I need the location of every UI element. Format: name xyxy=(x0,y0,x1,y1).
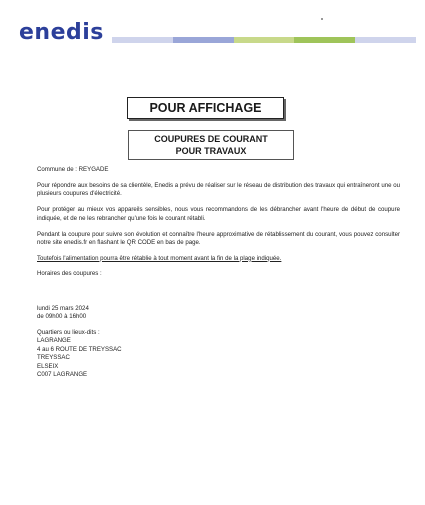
protection-paragraph: Pour protéger au mieux vos appareils sensibles, nous vous recommandons de les débrancher avant l'heure de début de coupure indiquée, et de ne les rebrancher qu'une fois le courant rétabli. xyxy=(37,206,400,222)
place-item: 4 au 6 ROUTE DE TREYSSAC xyxy=(37,345,122,353)
place-item: ELSEIX xyxy=(37,362,59,370)
notice-title-box xyxy=(128,130,294,160)
place-item: C007 LAGRANGE xyxy=(37,371,88,378)
place-item: TREYSSAC xyxy=(37,354,70,361)
warning-line: Toutefois l'alimentation pourra être rétablie à tout moment avant la fin de la plage indiquée. xyxy=(37,254,282,262)
tracking-paragraph: Pendant la coupure pour suivre son évolution et connaître l'heure approximative de rétablissement du courant, vous pouvez consulter notre site enedis.fr en flashant le QR CODE en bas de page. xyxy=(37,230,400,246)
notice-title-line1: COUPURES DE COURANT xyxy=(154,134,268,144)
display-label: POUR AFFICHAGE xyxy=(149,101,262,115)
notice-title-line2: POUR TRAVAUX xyxy=(175,146,247,156)
logo-color-band xyxy=(112,37,416,43)
place-item: LAGRANGE xyxy=(37,337,71,344)
intro-paragraph: Pour répondre aux besoins de sa clientèle, Enedis a prévu de réaliser sur le réseau de distribution des travaux qui entraîneront une ou plusieurs coupures d'électricité. xyxy=(37,181,400,197)
commune-line: Commune de : REYGADE xyxy=(37,166,109,173)
schedule-label: Horaires des coupures : xyxy=(37,270,102,277)
outage-time-range: de 09h00 à 16h00 xyxy=(37,313,87,320)
display-label-box xyxy=(127,97,284,119)
places-label: Quartiers ou lieux-dits : xyxy=(37,328,100,336)
scan-speck xyxy=(321,18,323,20)
notice-body xyxy=(37,166,400,380)
enedis-logo: enedis xyxy=(19,20,104,45)
outage-date: lundi 25 mars 2024 xyxy=(37,304,89,312)
